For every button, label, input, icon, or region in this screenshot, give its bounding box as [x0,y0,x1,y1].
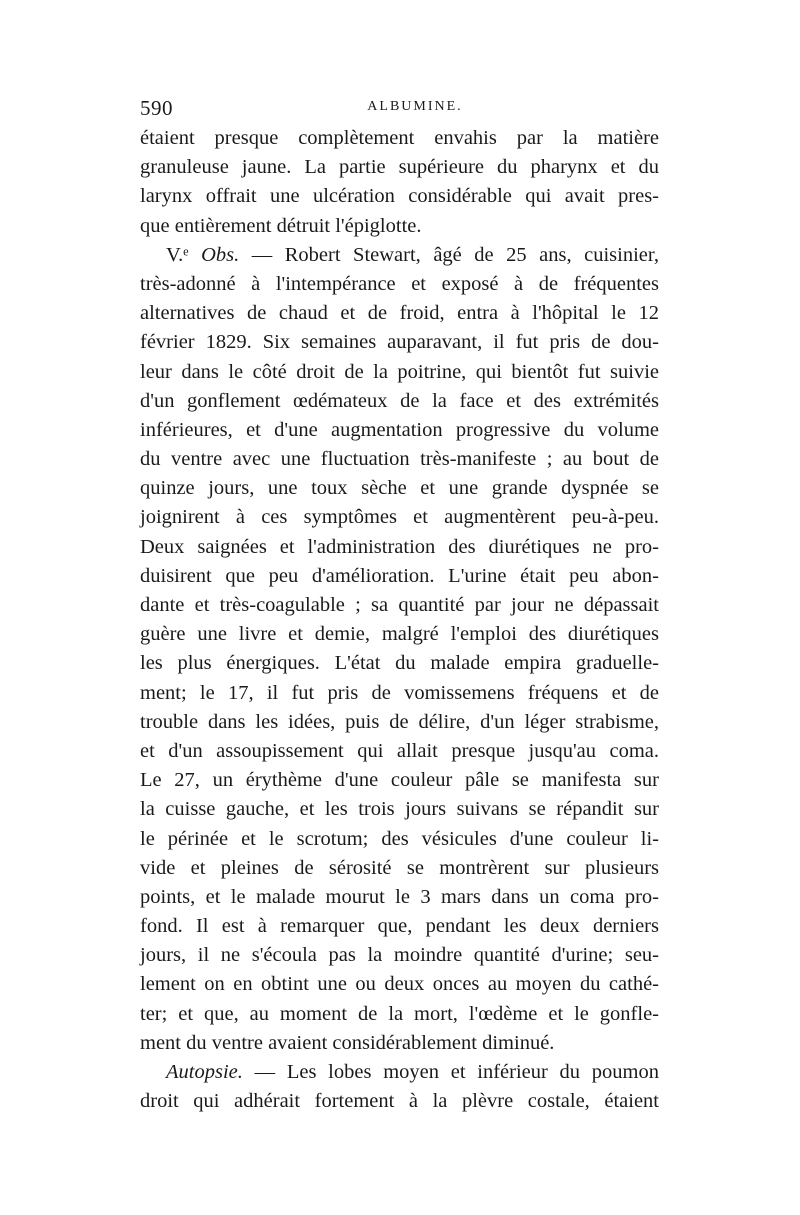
line-text: ment du ventre avaient considérablement diminué. [140,1031,555,1054]
text-line [140,795,659,824]
line-text: points, et le malade mourut le 3 mars dans un coma pro- [140,885,659,908]
text-line [140,679,659,708]
line-text: fond. Il est à remarquer que, pendant les deux derniers [140,915,659,938]
line-text: que entièrement détruit l'épiglotte. [140,214,422,237]
line-text: très-adonné à l'intempérance et exposé à de fréquentes [140,272,659,295]
text-line [140,212,659,241]
text-line [140,241,659,270]
text-line [140,474,659,503]
text-line [140,941,659,970]
line-text: duisirent que peu d'amélioration. L'urine était peu abon- [140,564,659,587]
line-text: guère une livre et demie, malgré l'emploi des diurétiques [140,623,659,646]
text-line [140,649,659,678]
text-line [140,1029,659,1058]
text-line [140,1000,659,1029]
line-text: ter; et que, au moment de la mort, l'œdème et le gonfle- [140,1002,659,1025]
text-line [140,825,659,854]
line-text: quinze jours, une toux sèche et une grande dyspnée se [140,477,659,500]
text-line [140,503,659,532]
line-text: dante et très-coagulable ; sa quantité par jour ne dépassait [140,594,659,616]
text-line [140,124,659,153]
line-text: étaient presque complètement envahis par la matière [140,127,659,149]
line-text: larynx offrait une ulcération considérable qui avait pres- [140,185,659,208]
section-label: Autopsie. [166,1061,243,1083]
line-text: leur dans le côté droit de la poitrine, qui bientôt fut suivie [140,360,659,383]
text-line [140,445,659,474]
body-text [140,124,659,1116]
line-text: joignirent à ces symptômes et augmentèrent peu-à-peu. [140,506,659,529]
line-text: d'un gonflement œdémateux de la face et des extrémités [140,389,659,412]
text-line [140,328,659,357]
text-line [140,854,659,883]
line-text: trouble dans les idées, puis de délire, d'un léger strabisme, [140,710,659,733]
line-text: Le 27, un érythème d'une couleur pâle se manifesta sur [140,769,659,792]
line-text: et d'un assoupissement qui allait presque jusqu'au coma. [140,739,659,762]
line-text: jours, il ne s'écoula pas la moindre quantité d'urine; seu- [140,944,659,967]
text-line [140,387,659,416]
text-line [140,1087,659,1116]
observation-number: V.ᵉ [166,243,202,266]
line-text: vide et pleines de sérosité se montrèrent sur plusieurs [140,856,659,879]
line-text: la cuisse gauche, et les trois jours suivans se répandit sur [140,798,659,821]
line-text: — Robert Stewart, âgé de 25 ans, cuisinier, [239,243,659,266]
text-line [140,970,659,999]
line-text: droit qui adhérait fortement à la plèvre costale, étaient [140,1090,659,1113]
text-line [140,591,659,620]
line-text: alternatives de chaud et de froid, entra à l'hôpital le 12 [140,302,659,325]
text-line [140,766,659,795]
page-number: 590 [140,96,173,120]
text-line [140,883,659,912]
text-line [140,153,659,182]
line-text: lement on en obtint une ou deux onces au moyen du cathé- [140,973,659,996]
text-line [140,358,659,387]
section-label: Obs. [201,243,240,266]
text-line [140,1058,659,1087]
text-line [140,708,659,737]
text-line [140,562,659,591]
text-line [140,737,659,766]
line-text: Deux saignées et l'administration des diurétiques ne pro- [140,535,659,558]
running-title: ALBUMINE. [367,99,463,114]
line-text: ment; le 17, il fut pris de vomissemens fréquens et de [140,681,659,704]
text-line [140,620,659,649]
text-line [140,270,659,299]
text-line [140,912,659,941]
line-text: granuleuse jaune. La partie supérieure du pharynx et du [140,156,659,179]
line-text: — Les lobes moyen et inférieur du poumon [242,1061,659,1083]
text-line [140,299,659,328]
text-line [140,182,659,211]
text-line [140,533,659,562]
line-text: du ventre avec une fluctuation très-manifeste ; au bout de [140,448,659,471]
line-text: février 1829. Six semaines auparavant, il fut pris de dou- [140,331,659,354]
page-header [140,96,660,126]
line-text: les plus énergiques. L'état du malade empira graduelle- [140,652,659,675]
line-text: inférieures, et d'une augmentation progressive du volume [140,418,659,441]
text-line [140,416,659,445]
line-text: le périnée et le scrotum; des vésicules d'une couleur li- [140,827,659,850]
